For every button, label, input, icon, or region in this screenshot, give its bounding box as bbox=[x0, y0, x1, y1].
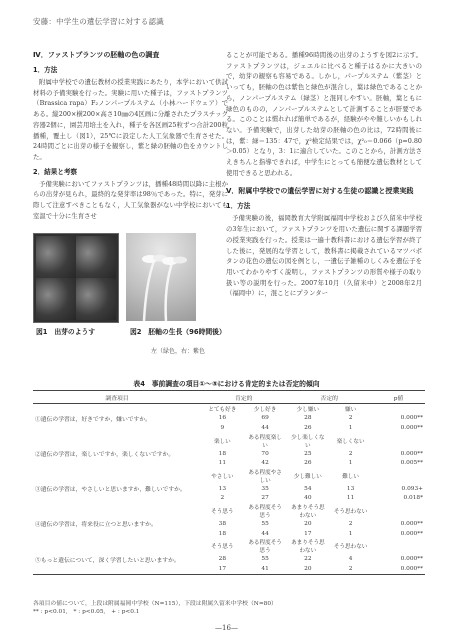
figure-1-photo bbox=[33, 233, 119, 323]
table-row: やさしい ある程度やさしい 少し難しい 難しい bbox=[211, 469, 359, 484]
table-row: そう思う ある程度そう思う あまりそう思わない そう思わない bbox=[211, 540, 368, 555]
figure-1-caption: 図1 出芽のようす bbox=[36, 328, 96, 337]
right-paragraph-2: 予備実験の後，福岡教育大学附属福岡中学校および久留米中学校の3年生において，ファストプランツを用いた遺伝に関する課題学習の授業実践を行った。授業は一遍十教科書における遺伝学習が終了した後に，発展的な学習として，教科書に掲載されているマツバボタンの花色の遺伝の図を例とし，一遺伝子雑種のしくみを遺伝子を用いてわかりやすく説明し，ファストプランツの形質や様子の取り扱い等の説明を行った。2007年10月（久留米中）と2008年2月（福岡中）に，混ことにプランター bbox=[226, 214, 422, 298]
table-header-row bbox=[33, 391, 425, 404]
header-item: 調査項目 bbox=[33, 391, 201, 404]
table-row: 11 42 26 1 0.005** bbox=[218, 460, 423, 467]
question-2: ②遺伝の学習は，楽しいですか，楽しくないですか。 bbox=[35, 452, 175, 459]
left-column bbox=[33, 50, 228, 356]
method-heading: 1．方法 bbox=[33, 66, 58, 74]
table-row: 9 44 26 1 0.000** bbox=[220, 424, 423, 431]
figure-2-photo bbox=[126, 233, 196, 321]
table-row: ②遺伝の学習は，楽しいですか，楽しくないですか。 18 70 25 2 0.000** bbox=[35, 450, 423, 459]
page-number: —16— bbox=[215, 624, 238, 632]
question-1: ①遺伝の学習は，好きですか，嫌いですか。 bbox=[35, 416, 151, 423]
table-row: ①遺伝の学習は，好きですか，嫌いですか。 16 69 28 2 0.000** bbox=[35, 415, 423, 423]
right-paragraph-1: ることが可能である。播種96時間後の出芽のようすを図2に示す。ファストプランツは，ジェエルに比べると種子はるかに大きいので，幼芽の観察も容易である。しかし，パープルステム（紫茎）といっても，胚軸の色は紫色と緑色が混合し，葉は緑色であることから，ノンパープルステム（緑茎）と混同しやすい。胚軸，葉ともに緑色のものの，ノンパープルステムとして計測することが肝要である。このことは慣れれば簡単であるが，経験がやや難しいかもしれない。予備実験で，出芽した幼芽の胚軸の色の比は，72時間後には，紫：緑＝135：47で，χ²検定結果では，χ²₀＝0.066（p=0.80＞0.05）となり，3：1に適合していた。このことから，計測方法さえきちんと指導できれば，中学生にとっても簡便な遺伝教材として使用できると思われる。 bbox=[226, 51, 422, 177]
method-heading-2: 1．方法 bbox=[226, 202, 251, 211]
table-row: ③遺伝の学習は，やさしいと思いますか，難しいですか。 13 35 54 13 0.093+ bbox=[35, 485, 423, 494]
figure-2-caption: 図2 胚軸の生長（96時間後） bbox=[130, 328, 226, 337]
table-row: ⑤もっと遺伝について，深く学習したいと思いますか。 28 55 22 4 0.000** bbox=[35, 556, 423, 564]
section-heading-5: Ⅴ．附属中学校での遺伝学習に対する生徒の認識と授業実践 bbox=[226, 187, 414, 196]
table-note-2: ** : p<0.01, * : p<0.05, + : p<0.1 bbox=[33, 609, 140, 615]
method-paragraph: 附属中学校での遺伝教材の授業実践にあたり，本学において供試材料の予備実験を行った。実験に用いた種子は，ファストプランツ（Brassica rapa）F₂ノンパープルステム（小林ハードウェア）である。縦200×横200×高さ10㎜の4区画に分離されたプラスチック容器2個に，園芸用培土を入れ，種子を各区画25粒ずつ合計200粒播種，覆土し（図1），25℃に設定した人工気象器で生育させた。24時間ごとに出芽の様子を観察し，紫と緑の胚軸の色をカウントした。 bbox=[33, 78, 228, 161]
figures bbox=[33, 233, 228, 356]
table-notes bbox=[33, 600, 277, 616]
survey-table bbox=[33, 390, 425, 575]
question-5: ⑤もっと遺伝について，深く学習したいと思いますか。 bbox=[35, 557, 180, 564]
results-paragraph: 予備実験においてファストプランツは，播種48時間以降に主根からの出芽が見られ，最終的な発芽率は98％であった。特に，発芽に際して注意すべきこともなく，人工気象器がない中学校においても室温で十分に生育させ bbox=[33, 179, 228, 220]
question-3: ③遺伝の学習は，やさしいと思いますか，難しいですか。 bbox=[35, 487, 186, 494]
table-row: ④遺伝の学習は，将来役に立つと思いますか。 38 55 20 2 0.000** bbox=[35, 520, 423, 529]
question-4: ④遺伝の学習は，将来役に立つと思いますか。 bbox=[35, 522, 157, 529]
table-row: 17 41 20 2 0.000** bbox=[33, 564, 425, 574]
table-row: 楽しい ある程度楽しい 少し楽しくない 楽しくない bbox=[213, 434, 365, 449]
section-heading-4: Ⅳ．ファストプランツの胚軸の色の調査 bbox=[33, 51, 160, 59]
running-head: 安藤：中学生の遺伝学習に対する認識 bbox=[33, 17, 164, 26]
header-positive: 肯定的 bbox=[201, 391, 287, 404]
table-title: 表4 事前調査の項目①～⑤における肯定的または否定的傾向 bbox=[133, 380, 320, 388]
table-row: そう思う ある程度そう思う あまりそう思わない そう思わない bbox=[211, 505, 368, 520]
header-p: p値 bbox=[372, 391, 425, 404]
table-row: 2 27 40 11 0.018* bbox=[220, 495, 423, 502]
table-row: とても好き 少し好き 少し嫌い 嫌い bbox=[208, 406, 357, 413]
table-row: 18 44 17 1 0.000** bbox=[218, 530, 423, 537]
table-note-1: 各項目の値について，上段は附属福岡中学校（N=115），下段は附属久留米中学校（N=80） bbox=[33, 601, 277, 607]
figure-2-subcaption: 左（緑色，右：紫色 bbox=[151, 348, 206, 356]
right-column bbox=[226, 50, 422, 299]
results-heading: 2．結果と考察 bbox=[33, 167, 78, 176]
header-negative: 否定的 bbox=[286, 391, 372, 404]
